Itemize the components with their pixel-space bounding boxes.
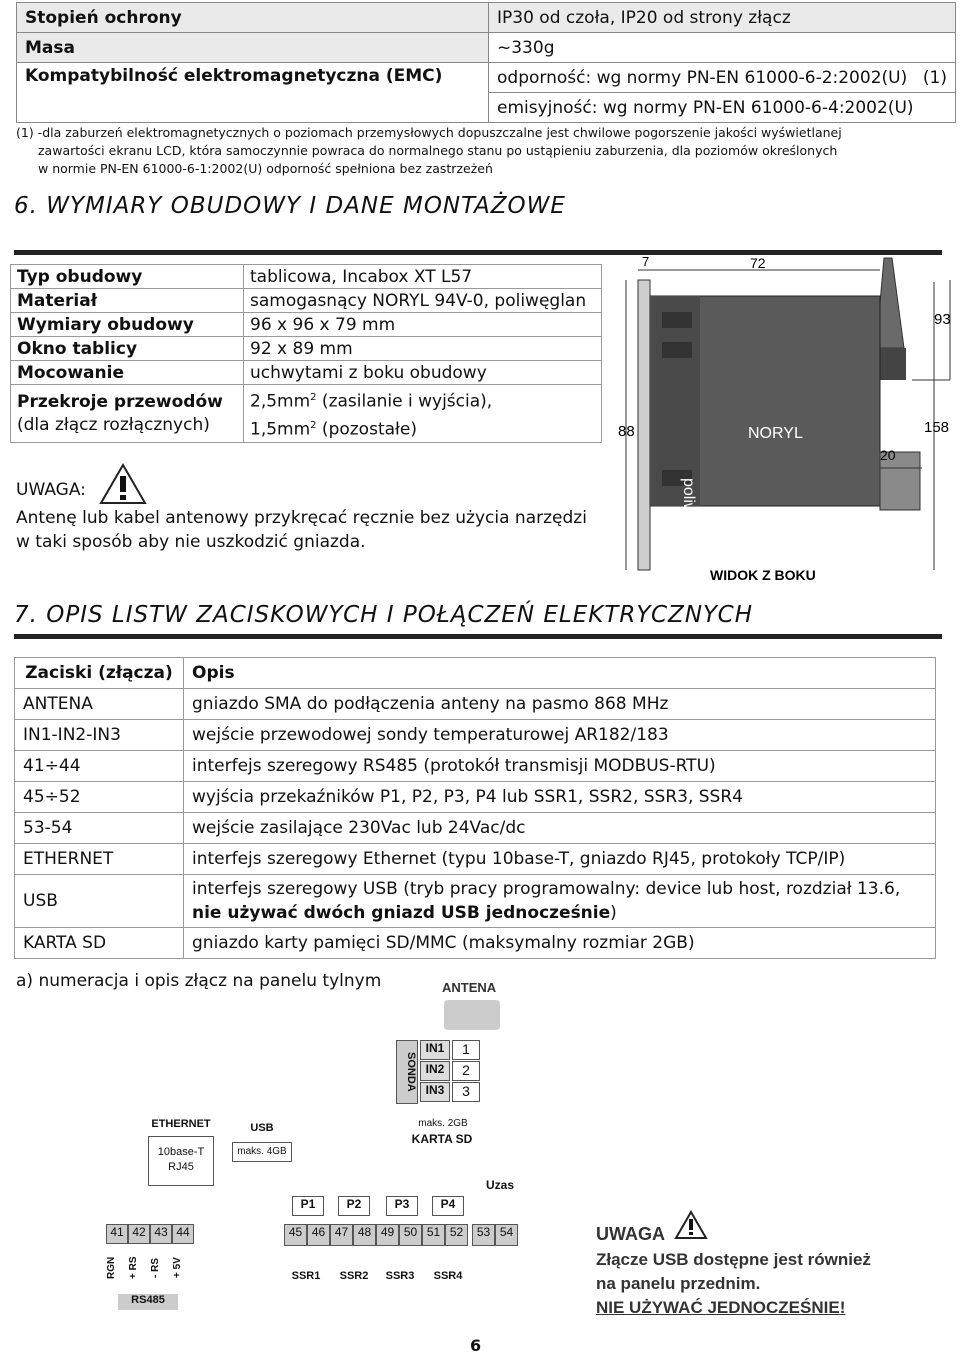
terminal-num: 49	[376, 1224, 399, 1246]
ssr-label: SSR1	[291, 1270, 321, 1282]
terminal-num: 43	[150, 1224, 172, 1244]
warning-text	[16, 506, 587, 554]
spec-value: IP30 od czoła, IP20 od strony złącz	[489, 3, 956, 33]
warning-label: UWAGA:	[16, 480, 86, 500]
usb-warning-line: na panelu przednim.	[596, 1274, 761, 1293]
ssr-label: SSR2	[339, 1270, 369, 1282]
rs-label: + RS	[128, 1256, 139, 1280]
terminal-id: IN1-IN2-IN3	[15, 720, 184, 751]
input-label: IN1	[420, 1040, 450, 1060]
terminals-header: Zaciski (złącza)	[15, 658, 184, 689]
terminal-num: 51	[422, 1224, 445, 1246]
warning-line: Antenę lub kabel antenowy przykręcać ręcznie bez użycia narzędzi	[16, 508, 587, 528]
housing-key: Mocowanie	[11, 361, 244, 385]
spec-value: ~330g	[489, 33, 956, 63]
cross-value: (zasilanie i wyjścia),	[316, 391, 493, 412]
terminal-desc: wyjścia przekaźników P1, P2, P3, P4 lub SSR1, SSR2, SSR3, SSR4	[184, 782, 936, 813]
rs485-label: RS485	[118, 1294, 178, 1310]
superscript: 2	[310, 419, 317, 431]
dim-93: 93	[934, 311, 951, 328]
input-number: 3	[452, 1082, 480, 1102]
side-view-drawing	[612, 252, 956, 588]
section-7-title: 7. OPIS LISTW ZACISKOWYCH I POŁĄCZEŃ ELEKTRYCZNYCH	[14, 602, 754, 628]
antena-label: ANTENA	[442, 980, 497, 995]
terminal-num: 47	[330, 1224, 353, 1246]
cross-value: 2,5mm	[250, 391, 311, 412]
terminal-id: ANTENA	[15, 689, 184, 720]
footnote	[16, 124, 926, 178]
ssr-label: SSR4	[433, 1270, 463, 1282]
spec-value	[489, 63, 956, 93]
terminal-id: KARTA SD	[15, 928, 184, 959]
terminal-id: 53-54	[15, 813, 184, 844]
panel-caption: a) numeracja i opis złącz na panelu tylnym	[16, 971, 382, 991]
usb-desc-end: )	[610, 903, 617, 923]
housing-value: uchwytami z boku obudowy	[244, 361, 602, 385]
input-number: 1	[452, 1040, 480, 1060]
terminals-table	[14, 657, 936, 959]
terminal-num: 46	[307, 1224, 330, 1246]
housing-key: Okno tablicy	[11, 337, 244, 361]
sonda-label: SONDA	[396, 1040, 418, 1104]
footnote-line: (1) -dla zaburzeń elektromagnetycznych o poziomach przemysłowych dopuszczalne jest chwilowe pogorszenie jakości wyświetlanej	[16, 125, 842, 140]
terminal-desc	[184, 875, 936, 928]
cross-value: (pozostałe)	[316, 419, 417, 440]
footnote-line: zawartości ekranu LCD, która samoczynnie powraca do normalnego stanu po ustąpieniu zaburzenia, dla poziomów określonych	[38, 143, 838, 158]
usb-warning-title: UWAGA	[596, 1224, 665, 1244]
input-label: IN2	[420, 1061, 450, 1081]
warning-line: w taki sposób aby nie uszkodzić gniazda.	[16, 532, 366, 552]
usb-label: USB	[250, 1122, 274, 1134]
housing-value: 96 x 96 x 79 mm	[244, 313, 602, 337]
warning-triangle-icon	[98, 462, 148, 506]
rs-label: RGN	[106, 1256, 117, 1280]
cross-label: Przekroje przewodów	[17, 391, 223, 412]
input-number: 2	[452, 1061, 480, 1081]
terminal-num: 41	[106, 1224, 128, 1244]
spec-key: Kompatybilność elektromagnetyczna (EMC)	[17, 63, 489, 123]
terminal-num: 50	[399, 1224, 422, 1246]
rs-label: - RS	[150, 1258, 161, 1278]
spec-table	[16, 2, 956, 123]
relay-label: P4	[432, 1196, 464, 1216]
ethernet-jack: RJ45	[168, 1161, 194, 1173]
terminal-id: USB	[15, 875, 184, 928]
terminal-id: 41÷44	[15, 751, 184, 782]
housing-key: Materiał	[11, 289, 244, 313]
spec-key: Stopień ochrony	[17, 3, 489, 33]
dim-7: 7	[642, 254, 650, 269]
emc-immunity: odporność: wg normy PN-EN 61000-6-2:2002(U)	[497, 67, 908, 88]
input-label: IN3	[420, 1082, 450, 1102]
terminal-num: 45	[284, 1224, 307, 1246]
relay-label: P1	[292, 1196, 324, 1216]
power-label: Uzas	[485, 1178, 514, 1192]
terminals-header: Opis	[184, 658, 936, 689]
superscript: 2	[310, 392, 317, 403]
ethernet-port	[148, 1136, 214, 1186]
footnote-mark: (1)	[922, 67, 947, 88]
terminal-num: 52	[445, 1224, 468, 1246]
housing-key: Typ obudowy	[11, 265, 244, 289]
emc-emission: emisyjność: wg normy PN-EN 61000-6-4:2002(U)	[489, 93, 956, 123]
terminal-num: 44	[172, 1224, 194, 1244]
terminal-desc: interfejs szeregowy RS485 (protokół transmisji MODBUS-RTU)	[184, 751, 936, 782]
usb-warning-text	[596, 1248, 871, 1320]
terminal-desc: interfejs szeregowy Ethernet (typu 10base-T, gniazdo RJ45, protokoły TCP/IP)	[184, 844, 936, 875]
spec-key: Masa	[17, 33, 489, 63]
sd-label: KARTA SD	[411, 1132, 473, 1146]
cross-label-sub: (dla złącz rozłącznych)	[17, 414, 210, 435]
spec-row	[17, 3, 956, 33]
side-view-caption: WIDOK Z BOKU	[710, 567, 816, 583]
housing-value: tablicowa, Incabox XT L57	[244, 265, 602, 289]
footnote-line: w normie PN-EN 61000-6-1:2002(U) odporność spełniona bez zastrzeżeń	[38, 161, 493, 176]
usb-warning: nie używać dwóch gniazd USB jednocześnie	[192, 903, 611, 923]
material-noryl: NORYL	[748, 425, 803, 442]
housing-value	[244, 385, 602, 443]
relay-label: P3	[386, 1196, 418, 1216]
usb-max: maks. 4GB	[232, 1142, 292, 1162]
usb-warning-line: Złącze USB dostępne jest również	[596, 1250, 871, 1269]
terminal-id: 45÷52	[15, 782, 184, 813]
usb-desc: interfejs szeregowy USB (tryb pracy programowalny: device lub host, rozdział 13.6,	[192, 879, 901, 899]
terminal-num: 53	[472, 1224, 495, 1246]
ethernet-label: ETHERNET	[151, 1118, 211, 1130]
housing-table	[10, 264, 602, 443]
terminal-id: ETHERNET	[15, 844, 184, 875]
terminal-desc: gniazdo karty pamięci SD/MMC (maksymalny rozmiar 2GB)	[184, 928, 936, 959]
material-polycarbonate: poliwęglan	[680, 478, 697, 554]
rs-label: + 5V	[172, 1257, 183, 1279]
antenna-connector	[444, 1000, 500, 1030]
page-number: 6	[470, 1336, 482, 1355]
dim-88: 88	[618, 423, 635, 440]
sd-max: maks. 2GB	[418, 1118, 468, 1129]
cross-value: 1,5mm	[250, 419, 311, 440]
terminal-num: 42	[128, 1224, 150, 1244]
relay-label: P2	[338, 1196, 370, 1216]
terminal-desc: wejście przewodowej sondy temperaturowej AR182/183	[184, 720, 936, 751]
housing-key	[11, 385, 244, 443]
terminal-desc: gniazdo SMA do podłączenia anteny na pasmo 868 MHz	[184, 689, 936, 720]
spec-row	[17, 63, 956, 93]
ssr-label: SSR3	[385, 1270, 415, 1282]
section-6-title: 6. WYMIARY OBUDOWY I DANE MONTAŻOWE	[14, 193, 566, 219]
usb-warning-line: NIE UŻYWAĆ JEDNOCZEŚNIE!	[596, 1298, 846, 1317]
housing-value: samogasnący NORYL 94V-0, poliwęglan	[244, 289, 602, 313]
ethernet-type: 10base-T	[157, 1146, 205, 1158]
terminal-num: 48	[353, 1224, 376, 1246]
housing-value: 92 x 89 mm	[244, 337, 602, 361]
housing-key: Wymiary obudowy	[11, 313, 244, 337]
terminal-num: 54	[495, 1224, 518, 1246]
terminal-desc: wejście zasilające 230Vac lub 24Vac/dc	[184, 813, 936, 844]
warning-triangle-icon	[674, 1210, 708, 1240]
spec-row	[17, 33, 956, 63]
dim-20: 20	[880, 447, 896, 463]
dim-72: 72	[750, 255, 766, 271]
section-rule	[14, 634, 942, 639]
dim-158: 158	[924, 419, 950, 436]
